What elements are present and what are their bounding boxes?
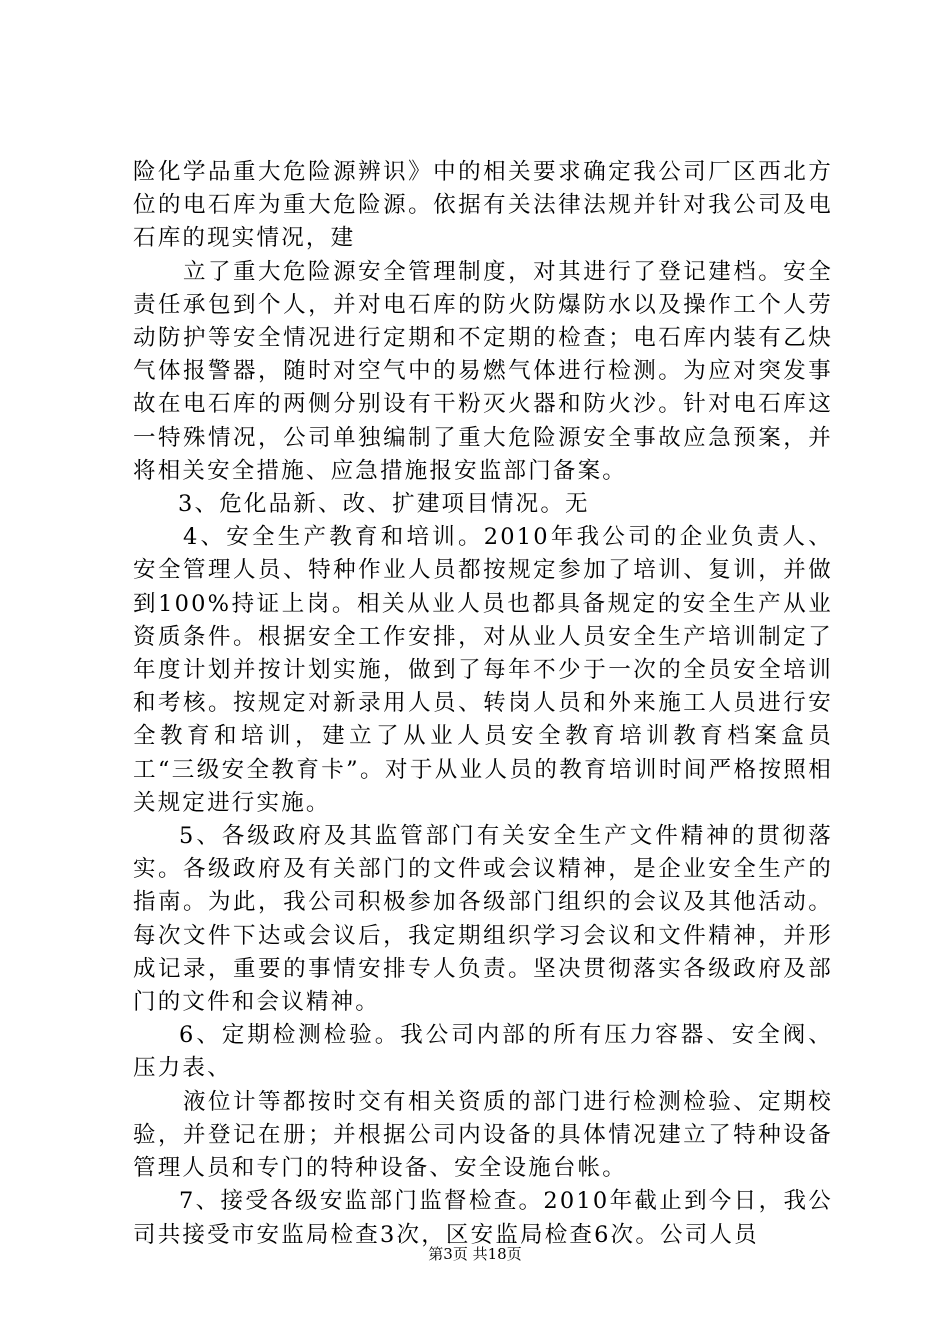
paragraph-2: 立了重大危险源安全管理制度，对其进行了登记建档。安全责任承包到个人，并对电石库的防火防爆防水以及操作工个人劳动防护等安全情况进行定期和不定期的检查；电石库内装有乙炔气体报警器，随时对空气中的易燃气体进行检测。为应对突发事故在电石库的两侧分别设有干粉灭火器和防火沙。针对电石库这一特殊情况，公司单独编制了重大危险源安全事故应急预案，并将相关安全措施、应急措施报安监部门备案。 [133,258,833,484]
document-body [133,156,833,1252]
paragraph-8: 7、接受各级安监部门监督检查。2010年截止到今日，我公司共接受市安监局检查3次，区安监局检查6次。公司人员 [133,1188,833,1248]
paragraph-5: 5、各级政府及其监管部门有关安全生产文件精神的贯彻落实。各级政府及有关部门的文件或会议精神，是企业安全生产的指南。为此，我公司积极参加各级部门组织的会议及其他活动。每次文件下达或会议后，我定期组织学习会议和文件精神，并形成记录，重要的事情安排专人负责。坚决贯彻落实各级政府及部门的文件和会议精神。 [133,823,833,1016]
paragraph-4: 4、安全生产教育和培训。2010年我公司的企业负责人、安全管理人员、特种作业人员都按规定参加了培训、复训，并做到100%持证上岗。相关从业人员也都具备规定的安全生产从业资质条件。根据安全工作安排，对从业人员安全生产培训制定了年度计划并按计划实施，做到了每年不少于一次的全员安全培训和考核。按规定对新录用人员、转岗人员和外来施工人员进行安全教育和培训，建立了从业人员安全教育培训教育档案盒员工“三级安全教育卡”。对于从业人员的教育培训时间严格按照相关规定进行实施。 [133,524,833,816]
paragraph-6: 6、定期检测检验。我公司内部的所有压力容器、安全阀、压力表、 [133,1022,833,1082]
paragraph-3: 3、危化品新、改、扩建项目情况。无 [178,491,590,518]
paragraph-7: 液位计等都按时交有相关资质的部门进行检测检验、定期校验，并登记在册；并根据公司内设备的具体情况建立了特种设备管理人员和专门的特种设备、安全设施台帐。 [133,1088,833,1182]
paragraph-1: 险化学品重大危险源辨识》中的相关要求确定我公司厂区西北方位的电石库为重大危险源。依据有关法律法规并针对我公司及电石库的现实情况，建 [133,159,833,252]
page-number-footer: 第3页 共18页 [428,1245,522,1263]
